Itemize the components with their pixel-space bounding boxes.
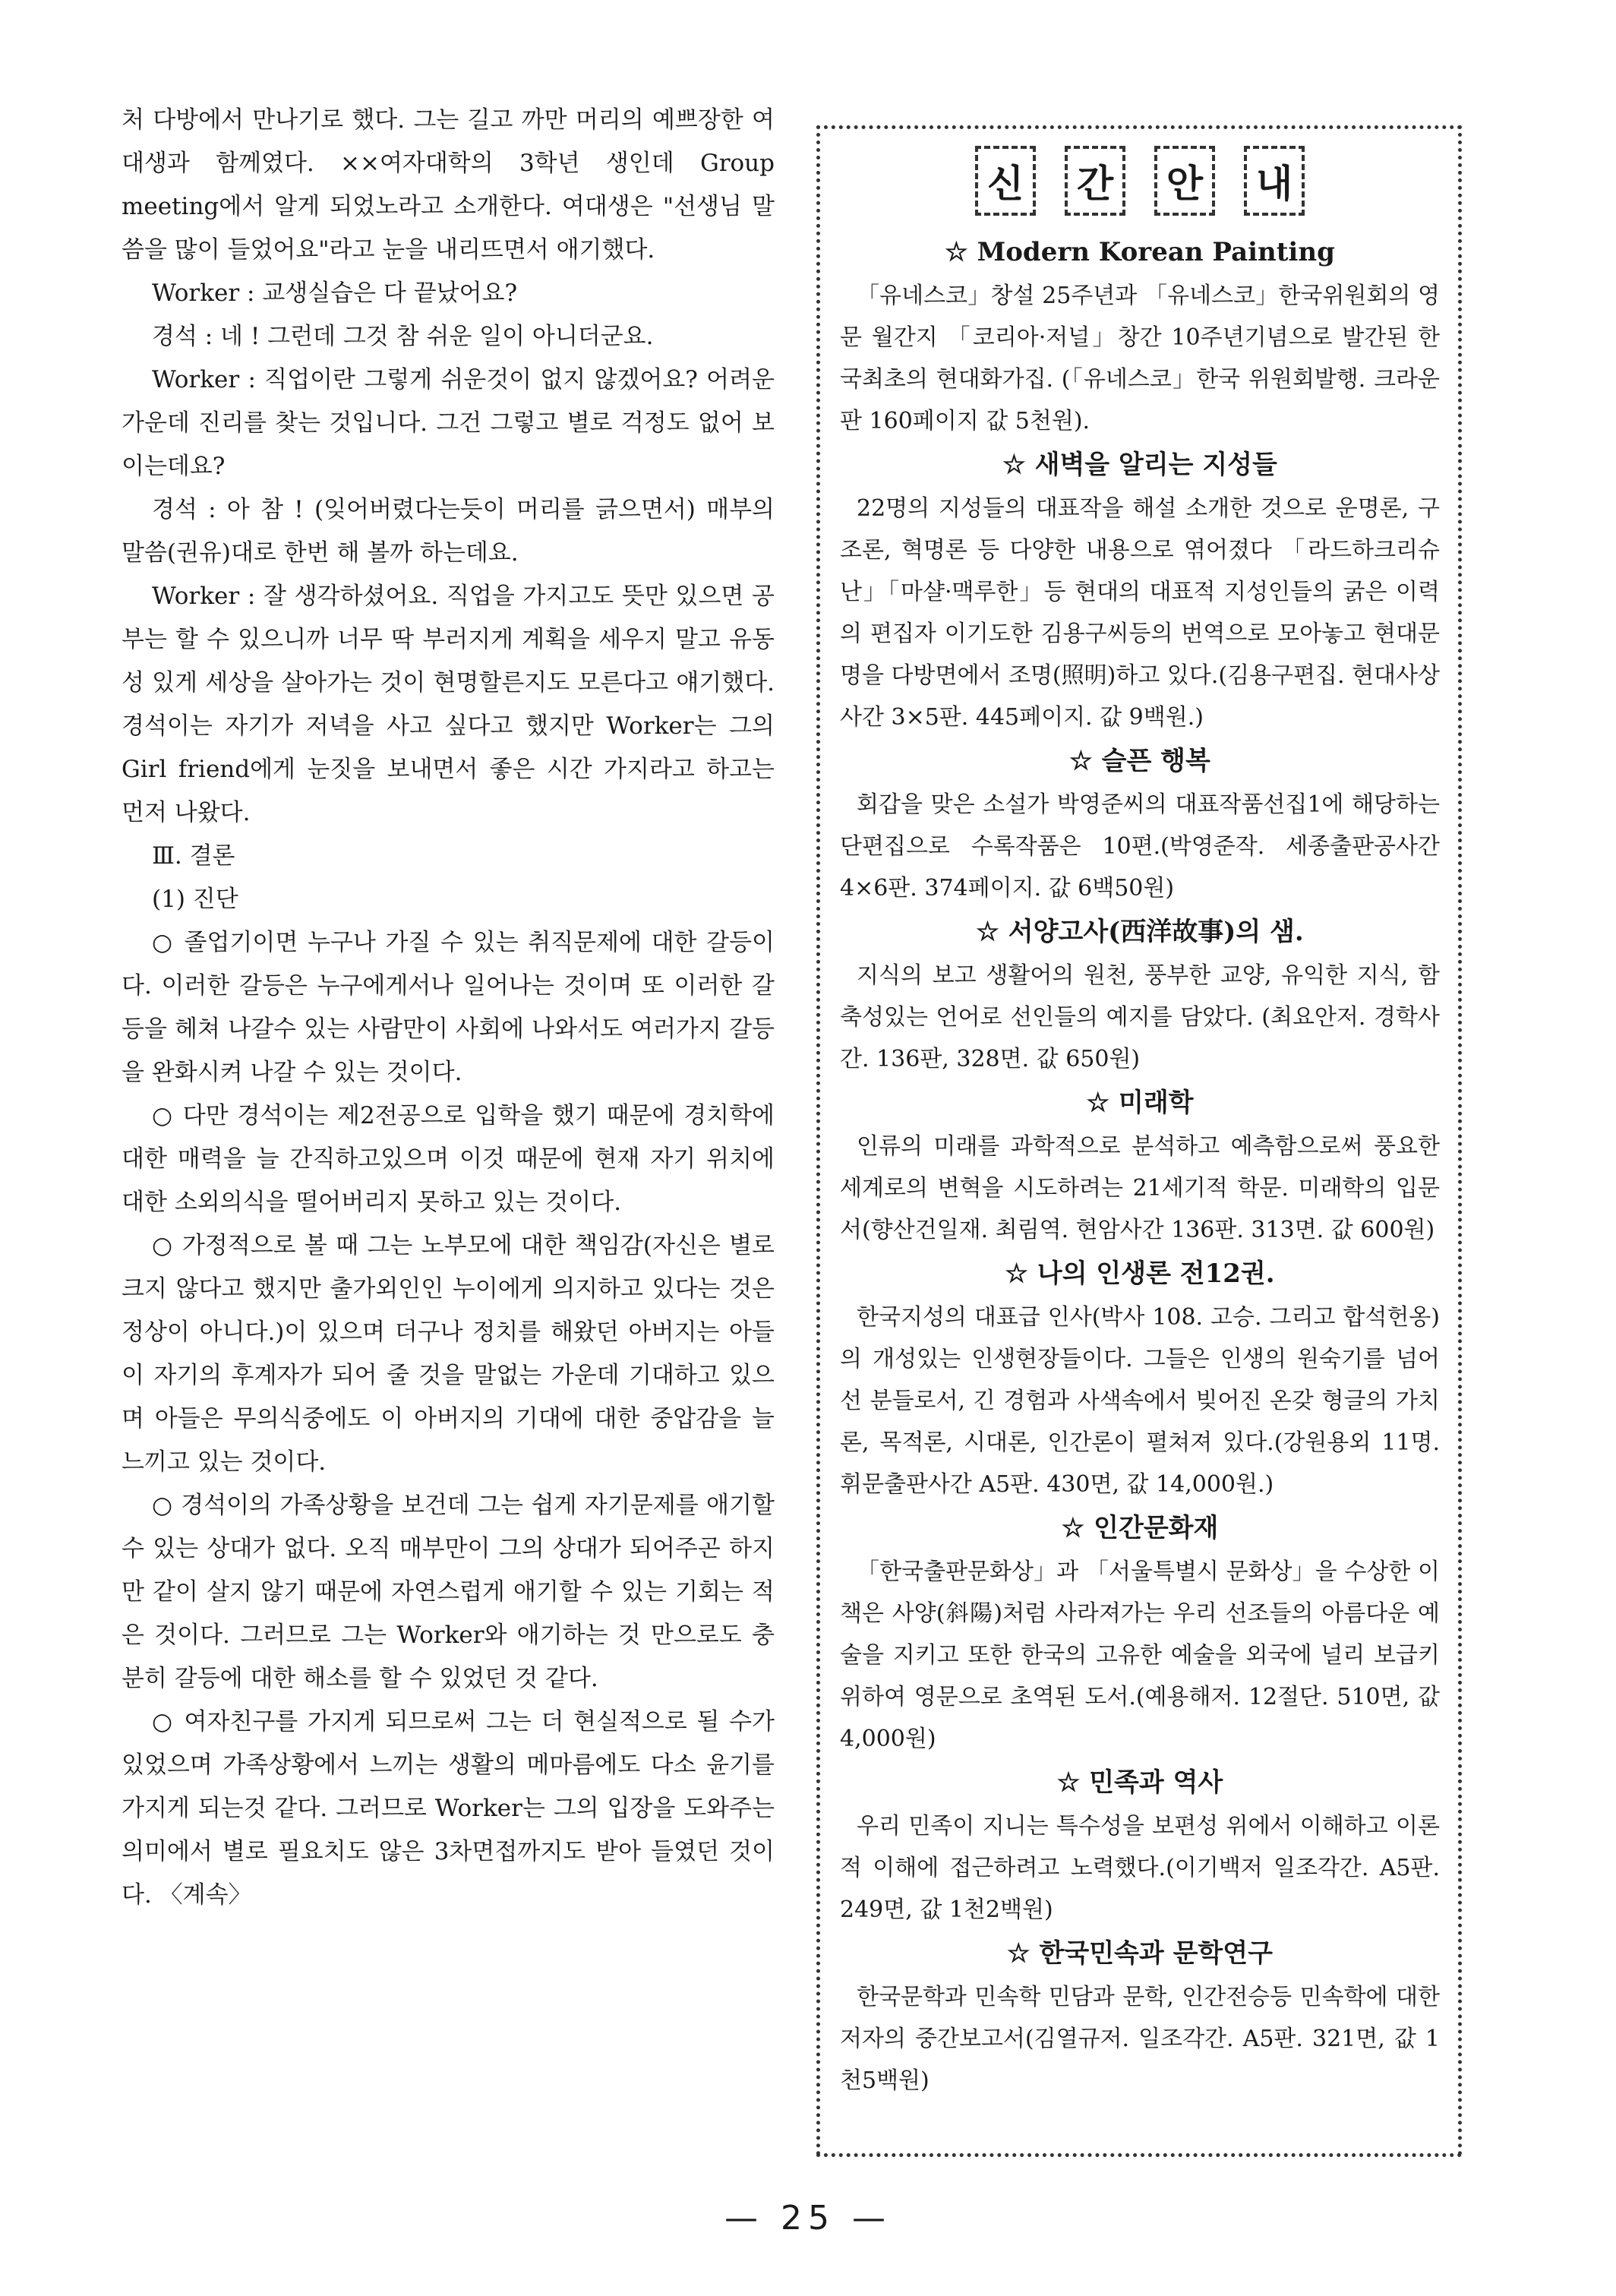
book-title-text: 미래학 [1118,1088,1194,1118]
diagnosis-paragraph: ○ 졸업기이면 누구나 가질 수 있는 취직문제에 대한 갈등이다. 이러한 갈등은 누구에게서나 일어나는 것이며 또 이러한 갈등을 헤쳐 나갈수 있는 사람만이 사회에 나와서도 여러가지 갈등을 완화시켜 나갈 수 있는 것이다. [122,929,775,1086]
book-description: 한국지성의 대표급 인사(박사 108. 고승. 그리고 합석헌옹)의 개성있는 인생현장들이다. 그들은 인생의 원숙기를 넘어선 분들로서, 긴 경험과 사색속에서 빚어진 온갖 형글의 가치론, 목적론, 시대론, 인간론이 펼쳐져 있다.(강원용외 11명. 휘문출판사간 A5판. 430면, 값 14,000원.) [840,1304,1440,1498]
book-title-text: 새벽을 알리는 지성들 [1034,450,1277,480]
book-description: 22명의 지성들의 대표작을 해설 소개한 것으로 운명론, 구조론, 혁명론 등 다양한 내용으로 엮어졌다 「라드하크리슈난」「마샬·맥루한」등 현대의 대표적 지성인들의 굵은 이력의 편집자 이기도한 김용구씨등의 번역으로 모아놓고 현대문명을 다방면에서 조명(照明)하고 있다.(김용구편집. 현대사상사간 3×5판. 445페이지. 값 9백원.) [840,495,1440,731]
star-icon: ☆ [1056,1767,1081,1798]
diagnosis-paragraph: ○ 경석이의 가족상황을 보건데 그는 쉽게 자기문제를 애기할 수 있는 상대가 없다. 오직 매부만이 그의 상대가 되어주곤 하지만 같이 살지 않기 때문에 자연스럽게 애기할 수 있는 기회는 적은 것이다. 그러므로 그는 Worker와 애기하는 것 만으로도 충분히 갈등에 대한 해소를 할 수 있었던 것 같다. [122,1492,775,1692]
book-title-text: 한국민속과 문학연구 [1039,1938,1273,1969]
book-description: 한국문학과 민속학 민담과 문학, 인간전승등 민속학에 대한 저자의 중간보고서(김열규저. 일조각간. A5판. 321면, 값 1천5백원) [840,1984,1440,2094]
dialogue-line: Worker : 직업이란 그렇게 쉬운것이 없지 않겠어요? 어려운 가운데 진리를 찾는 것입니다. 그건 그렇고 별로 걱정도 없어 보이는데요? [122,366,775,480]
dialogue-line: Worker : 잘 생각하셨어요. 직업을 가지고도 뜻만 있으면 공부는 할 수 있으니까 너무 딱 부러지게 계획을 세우지 말고 유동성 있게 세상을 살아가는 것이 현명할른지도 모른다고 얘기했다. 경석이는 자기가 저녁을 사고 싶다고 했지만 Worker는 그의 Girl friend에게 눈짓을 보내면서 좋은 시간 가지라고 하고는 먼저 나왔다. [122,583,775,826]
star-icon: ☆ [976,917,999,947]
new-books-title [840,146,1440,222]
book-description: 인류의 미래를 과학적으로 분석하고 예측함으로써 풍요한 세계로의 변혁을 시도하려는 21세기적 학문. 미래학의 입문서(향산건일재. 최림역. 현암사간 136판. 313면. 값 600원) [840,1133,1440,1243]
star-icon: ☆ [1069,746,1093,776]
book-title-text: 나의 인생론 전12권. [1037,1259,1275,1289]
book-title [840,1505,1440,1551]
title-char: 간 [1065,146,1125,216]
book-title [840,1760,1440,1805]
book-title [840,738,1440,784]
title-char: 내 [1244,146,1305,216]
title-char: 안 [1154,146,1215,216]
star-icon: ☆ [1086,1088,1109,1118]
book-title [840,442,1440,488]
star-icon: ☆ [1007,1938,1031,1969]
title-char: 신 [975,146,1036,216]
article-column [122,99,775,1917]
book-description: 지식의 보고 생활어의 원천, 풍부한 교양, 유익한 지식, 함축성있는 언어로 선인들의 예지를 담았다. (최요안저. 경학사간. 136판, 328면. 값 650원) [840,962,1440,1072]
diagnosis-paragraph: ○ 가정적으로 볼 때 그는 노부모에 대한 책임감(자신은 별로 크지 않다고 했지만 출가외인인 누이에게 의지하고 있다는 것은 정상이 아니다.)이 있으며 더구나 정치를 해왔던 아버지는 아들이 자기의 후계자가 되어 줄 것을 말없는 가운데 기대하고 있으며 아들은 무의식중에도 이 아버지의 기대에 대한 중압감을 늘 느끼고 있는 것이다. [122,1232,775,1476]
book-title-text: 인간문화재 [1094,1513,1219,1543]
book-title [840,1251,1440,1296]
book-description: 회갑을 맞은 소설가 박영준씨의 대표작품선집1에 해당하는 단편집으로 수록작품은 10편.(박영준작. 세종출판공사간 4×6판. 374페이지. 값 6백50원) [840,791,1440,902]
star-icon: ☆ [1002,450,1026,480]
book-title [840,1931,1440,1976]
book-title [840,1080,1440,1126]
diagnosis-paragraph: ○ 다만 경석이는 제2전공으로 입학을 했기 때문에 경치학에 대한 매력을 늘 간직하고있으며 이것 때문에 현재 자기 위치에 대한 소외의식을 떨어버리지 못하고 있는 것이다. [122,1102,775,1216]
book-description: 우리 민족이 지니는 특수성을 보편성 위에서 이해하고 이론적 이해에 접근하려고 노력했다.(이기백저 일조각간. A5판. 249면, 값 1천2백원) [840,1813,1440,1923]
dialogue-line: 경석 : 아 참 ! (잊어버렸다는듯이 머리를 긁으면서) 매부의 말씀(권유)대로 한번 해 볼까 하는데요. [122,496,775,567]
star-icon: ☆ [945,237,968,267]
book-title [840,229,1440,275]
section-heading: Ⅲ. 결론 [152,842,235,870]
subsection-heading: (1) 진단 [152,886,238,913]
new-books-box [816,125,1462,2157]
dialogue-line: 경석 : 네 ! 그런데 그것 참 쉬운 일이 아니더군요. [152,323,654,350]
book-title-text: 슬픈 행복 [1101,746,1210,776]
book-title-text: Modern Korean Painting [977,237,1335,267]
book-title-text: 서양고사(西洋故事)의 샘. [1008,917,1304,947]
star-icon: ☆ [1061,1513,1085,1543]
book-description: 「한국출판문화상」과 「서울특별시 문화상」을 수상한 이 책은 사양(斜陽)처럼 사라져가는 우리 선조들의 아름다운 예술을 지키고 또한 한국의 고유한 예술을 외국에 널리 보급키 위하여 영문으로 초역된 도서.(예용해저. 12절단. 510면, 값 4,000원) [840,1559,1440,1752]
page-number: — 25 — [724,2199,892,2238]
diagnosis-paragraph: ○ 여자친구를 가지게 되므로써 그는 더 현실적으로 될 수가 있었으며 가족상황에서 느끼는 생활의 메마름에도 다소 윤기를 가지게 되는것 같다. 그러므로 Worker는 그의 입장을 도와주는 의미에서 별로 필요치도 않은 3차면접까지도 받아 들였던 것이다. 〈계속〉 [122,1708,775,1909]
book-description: 「유네스코」창설 25주년과 「유네스코」한국위원회의 영문 월간지 「코리아·저널」창간 10주년기념으로 발간된 한국최초의 현대화가집. (「유네스코」한국 위원회발행. 크라운판 160페이지 값 5천원). [840,283,1440,434]
dialogue-line: Worker : 교생실습은 다 끝났어요? [152,279,518,307]
book-title [840,909,1440,955]
article-paragraph: 처 다방에서 만나기로 했다. 그는 길고 까만 머리의 예쁘장한 여대생과 함께였다. ××여자대학의 3학년 생인데 Group meeting에서 알게 되었노라고 소개한다. 여대생은 "선생님 말씀을 많이 들었어요"라고 눈을 내리뜨면서 애기했다. [122,106,775,264]
star-icon: ☆ [1005,1259,1028,1289]
book-title-text: 민족과 역사 [1089,1767,1223,1798]
